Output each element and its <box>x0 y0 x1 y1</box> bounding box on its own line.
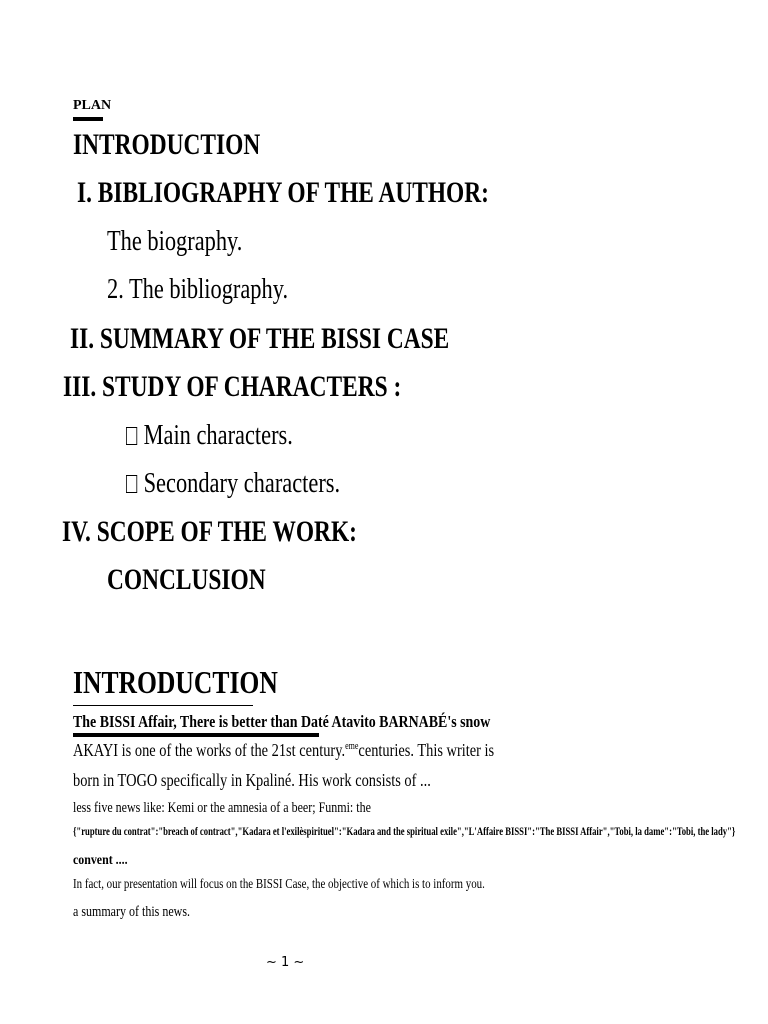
intro-line-2-text: born in TOGO specifically in Kpaliné. His work consists of ... <box>73 770 431 790</box>
intro-paragraph-line-2 <box>73 770 520 791</box>
subtitle-underline <box>73 733 319 737</box>
outline-section-3 <box>63 370 497 404</box>
outline-section-3-item-2-text: Secondary characters. <box>143 468 341 499</box>
outline-section-2-text: II. SUMMARY OF THE BISSI CASE <box>70 322 450 355</box>
intro-paragraph-line-1 <box>73 740 599 761</box>
heading-rule <box>73 705 253 706</box>
outline-section-1-item-2-text: 2. The bibliography. <box>107 274 289 305</box>
intro-subtitle <box>73 712 582 732</box>
outline-section-1-item-2 <box>107 274 333 306</box>
intro-line-1-superscript: eme <box>345 741 359 752</box>
outline-introduction-text: INTRODUCTION <box>73 128 261 161</box>
outline-section-3-item-2 <box>126 468 394 500</box>
intro-line-5-text: convent .... <box>73 853 128 868</box>
plan-label: PLAN <box>73 98 112 113</box>
intro-paragraph-line-3 <box>73 800 445 817</box>
outline-section-1 <box>77 176 605 210</box>
outline-section-2 <box>70 322 556 356</box>
intro-paragraph-line-5 <box>73 853 137 869</box>
outline-section-3-item-1 <box>126 420 335 452</box>
intro-heading-text: INTRODUCTION <box>73 664 278 700</box>
intro-paragraph-line-6 <box>73 877 601 893</box>
plan-underline <box>73 117 103 121</box>
page-number: ~ 1 ~ <box>266 955 305 970</box>
intro-heading <box>73 664 329 701</box>
outline-conclusion <box>107 563 310 597</box>
outline-section-4 <box>62 515 440 549</box>
intro-line-1b: centuries. This writer is <box>358 740 495 760</box>
intro-paragraph-line-7 <box>73 904 219 921</box>
checkbox-bullet-icon <box>126 475 137 493</box>
outline-section-4-text: IV. SCOPE OF THE WORK: <box>62 515 357 548</box>
intro-line-6-text: In fact, our presentation will focus on the BISSI Case, the objective of which is to inform you. <box>73 877 485 892</box>
intro-subtitle-text: The BISSI Affair, There is better than Daté Atavito BARNABÉ's snow <box>73 712 491 731</box>
intro-line-4-text: {"rupture du contrat":"breach of contract","Kadara et l'exilèspirituel":"Kadara and the spiritual exile","L'Affaire BISSI":"The BISSI Affair","Tobi, la dame":"Tobi, the lady"} <box>73 824 736 838</box>
intro-paragraph-line-4 <box>73 824 768 839</box>
outline-section-1-text: I. BIBLIOGRAPHY OF THE AUTHOR: <box>77 176 489 209</box>
outline-section-3-text: III. STUDY OF CHARACTERS : <box>63 370 402 403</box>
outline-section-3-item-1-text: Main characters. <box>143 420 293 451</box>
outline-section-1-item-1 <box>107 226 276 258</box>
outline-conclusion-text: CONCLUSION <box>107 563 266 596</box>
intro-line-1a: AKAYI is one of the works of the 21st century. <box>73 740 346 760</box>
outline-introduction <box>73 128 313 162</box>
intro-line-3-text: less five news like: Kemi or the amnesia of a beer; Funmi: the <box>73 800 371 816</box>
checkbox-bullet-icon <box>126 427 137 445</box>
intro-line-7-text: a summary of this news. <box>73 904 190 920</box>
outline-section-1-item-1-text: The biography. <box>107 226 243 257</box>
